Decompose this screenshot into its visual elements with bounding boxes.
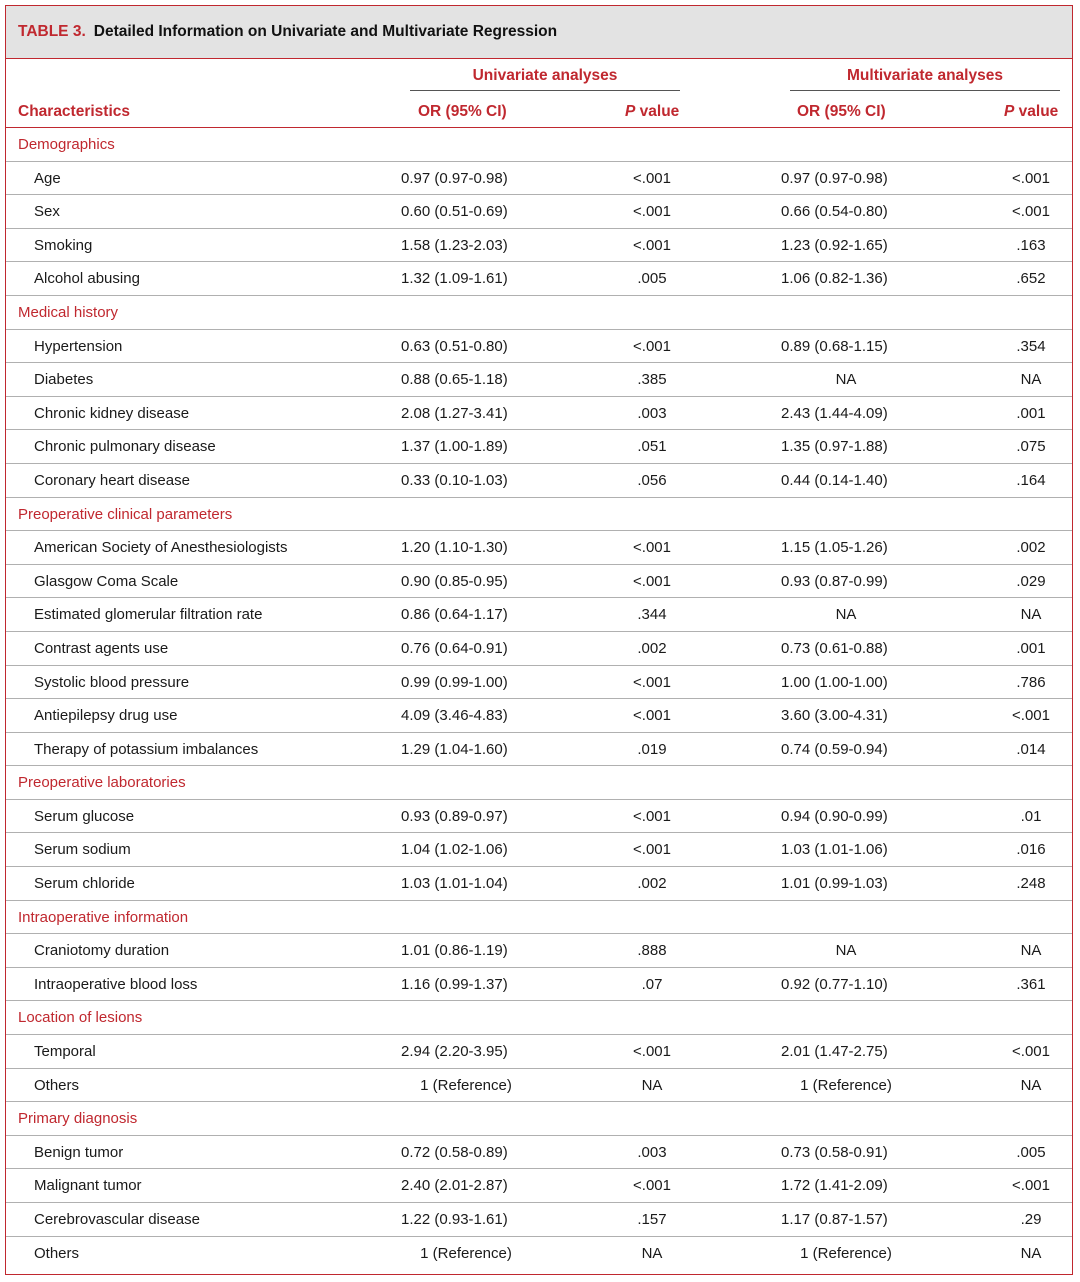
section-label: Demographics	[18, 136, 115, 153]
multivariate-p-cell: <.001	[1012, 1043, 1050, 1061]
univariate-p-cell: <.001	[633, 841, 671, 859]
characteristic-cell: Chronic pulmonary disease	[34, 438, 216, 456]
characteristic-cell: Cerebrovascular disease	[34, 1211, 200, 1228]
univariate-p-cell: <.001	[633, 169, 671, 187]
characteristic-cell: Age	[34, 169, 61, 187]
characteristic-cell: Glasgow Coma Scale	[34, 572, 179, 590]
table-row	[6, 833, 1072, 867]
multivariate-p-cell: <.001	[1012, 169, 1050, 187]
univariate-p-cell: .056	[637, 471, 667, 489]
univariate-p-cell: <.001	[633, 572, 671, 590]
univariate-p-cell: .005	[637, 270, 667, 288]
table-row	[6, 162, 1072, 196]
characteristic-cell: Serum sodium	[34, 841, 131, 859]
univariate-or-cell: 1.03 (1.01-1.04)	[401, 875, 508, 893]
multivariate-p-cell: .01	[1020, 807, 1042, 825]
section-row	[6, 128, 1072, 162]
table-row	[6, 1237, 1072, 1271]
multivariate-p-cell: .029	[1016, 572, 1046, 590]
multivariate-or-cell: 1.35 (0.97-1.88)	[781, 438, 888, 456]
univariate-or-cell: 1.37 (1.00-1.89)	[401, 438, 508, 456]
multivariate-or-cell: 0.74 (0.59-0.94)	[781, 740, 888, 758]
multivariate-or-cell: 1.00 (1.00-1.00)	[781, 673, 888, 691]
univariate-or-cell: 2.40 (2.01-2.87)	[401, 1177, 508, 1195]
multivariate-p-cell: .075	[1016, 438, 1046, 456]
multivariate-p-cell: NA	[1020, 1076, 1042, 1094]
univariate-p-cell: .157	[637, 1211, 667, 1228]
table-row	[6, 867, 1072, 901]
table-row	[6, 195, 1072, 229]
multivariate-or-cell: 1.15 (1.05-1.26)	[781, 539, 888, 557]
characteristic-cell: Serum chloride	[34, 875, 135, 893]
univariate-or-cell: 1.04 (1.02-1.06)	[401, 841, 508, 859]
multivariate-or-cell: 0.94 (0.90-0.99)	[781, 807, 888, 825]
univariate-p-header: P value	[625, 103, 680, 120]
univariate-p-cell: .003	[637, 404, 667, 422]
multivariate-or-cell: 1.06 (0.82-1.36)	[781, 270, 888, 288]
multivariate-p-cell: NA	[1020, 371, 1042, 389]
regression-table	[5, 5, 1073, 1275]
multivariate-p-cell: .29	[1020, 1211, 1042, 1228]
univariate-or-cell: 0.90 (0.85-0.95)	[401, 572, 508, 590]
univariate-or-header: OR (95% CI)	[418, 103, 507, 120]
multivariate-or-cell: 0.44 (0.14-1.40)	[781, 471, 888, 489]
multivariate-p-cell: .354	[1016, 337, 1046, 355]
multivariate-p-cell: .163	[1016, 236, 1046, 254]
univariate-p-cell: .002	[637, 639, 667, 657]
table-row	[6, 363, 1072, 397]
multivariate-p-cell: NA	[1020, 606, 1042, 624]
univariate-or-cell: 1.16 (0.99-1.37)	[401, 975, 508, 993]
section-row	[6, 296, 1072, 330]
univariate-p-cell: <.001	[633, 539, 671, 557]
table-row	[6, 934, 1072, 968]
characteristic-cell: Sex	[34, 203, 60, 221]
characteristic-cell: Intraoperative blood loss	[34, 975, 198, 993]
univariate-or-cell: 0.97 (0.97-0.98)	[401, 169, 508, 187]
table-row	[6, 262, 1072, 296]
univariate-group-header: Univariate analyses	[410, 67, 680, 91]
multivariate-or-cell: 1.01 (0.99-1.03)	[781, 875, 888, 893]
characteristic-cell: Antiepilepsy drug use	[34, 707, 178, 725]
univariate-or-cell: 0.88 (0.65-1.18)	[401, 371, 508, 389]
univariate-p-cell: <.001	[633, 1177, 671, 1195]
multivariate-p-cell: <.001	[1012, 707, 1050, 725]
characteristic-cell: Benign tumor	[34, 1143, 124, 1161]
univariate-or-cell: 0.76 (0.64-0.91)	[401, 639, 508, 657]
multivariate-or-cell: NA	[835, 371, 857, 389]
table-label: TABLE 3.	[18, 23, 86, 40]
univariate-p-cell: .051	[637, 438, 667, 456]
multivariate-group-header: Multivariate analyses	[790, 67, 1060, 91]
univariate-or-cell: 0.63 (0.51-0.80)	[401, 337, 508, 355]
multivariate-or-cell: NA	[835, 606, 857, 624]
table-row	[6, 464, 1072, 498]
characteristic-cell: Contrast agents use	[34, 639, 169, 657]
table-row	[6, 1169, 1072, 1203]
multivariate-p-cell: NA	[1020, 942, 1042, 960]
univariate-p-cell: <.001	[633, 807, 671, 825]
univariate-p-cell: .344	[637, 606, 667, 624]
table-row	[6, 565, 1072, 599]
multivariate-p-cell: <.001	[1012, 203, 1050, 221]
univariate-p-cell: NA	[641, 1076, 663, 1094]
multivariate-or-cell: 1 (Reference)	[800, 1244, 892, 1262]
multivariate-p-cell: NA	[1020, 1244, 1042, 1262]
table-caption	[6, 6, 1072, 59]
multivariate-p-cell: .014	[1016, 740, 1046, 758]
multivariate-p-cell: .652	[1016, 270, 1046, 288]
univariate-or-cell: 0.86 (0.64-1.17)	[401, 606, 508, 624]
univariate-p-cell: .385	[637, 371, 667, 389]
multivariate-or-cell: 0.89 (0.68-1.15)	[781, 337, 888, 355]
univariate-p-cell: <.001	[633, 337, 671, 355]
multivariate-p-cell: <.001	[1012, 1177, 1050, 1195]
table-row	[6, 800, 1072, 834]
table-row	[6, 229, 1072, 263]
characteristic-cell: Coronary heart disease	[34, 471, 190, 489]
univariate-or-cell: 0.60 (0.51-0.69)	[401, 203, 508, 221]
multivariate-p-cell: .361	[1016, 975, 1046, 993]
univariate-p-cell: .888	[637, 942, 667, 960]
multivariate-or-cell: 0.92 (0.77-1.10)	[781, 975, 888, 993]
characteristic-cell: Others	[34, 1244, 80, 1262]
multivariate-or-cell: 0.66 (0.54-0.80)	[781, 203, 888, 221]
table-title: Detailed Information on Univariate and Multivariate Regression	[93, 23, 558, 40]
table-row	[6, 733, 1072, 767]
multivariate-or-cell: 1 (Reference)	[800, 1076, 892, 1094]
univariate-or-cell: 0.99 (0.99-1.00)	[401, 673, 508, 691]
characteristic-cell: Others	[34, 1076, 80, 1094]
univariate-or-cell: 2.08 (1.27-3.41)	[401, 404, 508, 422]
multivariate-p-cell: .002	[1016, 539, 1046, 557]
table-row	[6, 1035, 1072, 1069]
multivariate-or-cell: NA	[835, 942, 857, 960]
multivariate-p-cell: .248	[1016, 875, 1046, 893]
section-label: Location of lesions	[18, 1009, 143, 1027]
multivariate-or-cell: 1.03 (1.01-1.06)	[781, 841, 888, 859]
multivariate-or-cell: 1.17 (0.87-1.57)	[781, 1211, 888, 1228]
multivariate-p-cell: .164	[1016, 471, 1046, 489]
section-label: Preoperative clinical parameters	[18, 505, 233, 523]
section-label: Primary diagnosis	[18, 1110, 138, 1128]
characteristic-cell: Hypertension	[34, 337, 123, 355]
table-row	[6, 531, 1072, 565]
section-row	[6, 1102, 1072, 1136]
characteristic-cell: Estimated glomerular filtration rate	[34, 606, 263, 624]
univariate-p-cell: <.001	[633, 673, 671, 691]
table-row	[6, 598, 1072, 632]
multivariate-p-cell: .016	[1016, 841, 1046, 859]
multivariate-p-header: P value	[1004, 103, 1059, 120]
characteristics-header: Characteristics	[18, 103, 131, 120]
univariate-p-cell: .019	[637, 740, 667, 758]
section-row	[6, 498, 1072, 532]
univariate-p-cell: <.001	[633, 1043, 671, 1061]
table-header	[6, 59, 1072, 128]
univariate-or-cell: 1.58 (1.23-2.03)	[401, 236, 508, 254]
section-label: Medical history	[18, 303, 119, 321]
section-row	[6, 901, 1072, 935]
characteristic-cell: Smoking	[34, 236, 93, 254]
univariate-or-cell: 2.94 (2.20-3.95)	[401, 1043, 508, 1061]
table-row	[6, 397, 1072, 431]
characteristic-cell: Systolic blood pressure	[34, 673, 190, 691]
univariate-or-cell: 1 (Reference)	[420, 1076, 512, 1094]
table-row	[6, 1136, 1072, 1170]
univariate-or-cell: 1 (Reference)	[420, 1244, 512, 1262]
univariate-or-cell: 0.72 (0.58-0.89)	[401, 1143, 508, 1161]
characteristic-cell: Alcohol abusing	[34, 270, 140, 288]
characteristic-cell: Malignant tumor	[34, 1177, 142, 1195]
univariate-p-cell: <.001	[633, 236, 671, 254]
univariate-or-cell: 1.01 (0.86-1.19)	[401, 942, 508, 960]
univariate-p-cell: <.001	[633, 203, 671, 221]
section-row	[6, 766, 1072, 800]
multivariate-or-cell: 0.93 (0.87-0.99)	[781, 572, 888, 590]
section-label: Preoperative laboratories	[18, 774, 186, 792]
univariate-p-cell: .003	[637, 1143, 667, 1161]
univariate-or-cell: 0.33 (0.10-1.03)	[401, 471, 508, 489]
univariate-or-cell: 1.22 (0.93-1.61)	[401, 1211, 508, 1228]
univariate-p-cell: .07	[641, 975, 663, 993]
univariate-p-cell: NA	[641, 1244, 663, 1262]
univariate-or-cell: 1.32 (1.09-1.61)	[401, 270, 508, 288]
multivariate-or-cell: 0.73 (0.58-0.91)	[781, 1143, 888, 1161]
table-row	[6, 330, 1072, 364]
section-label: Intraoperative information	[18, 908, 189, 926]
multivariate-or-cell: 1.72 (1.41-2.09)	[781, 1177, 888, 1195]
table-row	[6, 1069, 1072, 1103]
characteristic-cell: Chronic kidney disease	[34, 404, 190, 422]
multivariate-or-cell: 0.97 (0.97-0.98)	[781, 169, 888, 187]
multivariate-or-cell: 3.60 (3.00-4.31)	[781, 707, 888, 725]
multivariate-or-header: OR (95% CI)	[797, 103, 886, 120]
multivariate-p-cell: .786	[1016, 673, 1046, 691]
table-row	[6, 1203, 1072, 1237]
characteristic-cell: Therapy of potassium imbalances	[34, 740, 259, 758]
characteristic-cell: Craniotomy duration	[34, 942, 170, 960]
characteristic-cell: American Society of Anesthesiologists	[34, 539, 288, 557]
table-body	[6, 128, 1072, 1270]
multivariate-p-cell: .001	[1016, 639, 1046, 657]
univariate-or-cell: 0.93 (0.89-0.97)	[401, 807, 508, 825]
univariate-p-cell: .002	[637, 875, 667, 893]
characteristic-cell: Temporal	[34, 1043, 96, 1061]
univariate-p-cell: <.001	[633, 707, 671, 725]
univariate-or-cell: 4.09 (3.46-4.83)	[401, 707, 508, 725]
characteristic-cell: Serum glucose	[34, 807, 135, 825]
multivariate-p-cell: .001	[1016, 404, 1046, 422]
table-row	[6, 632, 1072, 666]
table-row	[6, 666, 1072, 700]
section-row	[6, 1001, 1072, 1035]
characteristic-cell: Diabetes	[34, 371, 94, 389]
multivariate-p-cell: .005	[1016, 1143, 1046, 1161]
univariate-or-cell: 1.20 (1.10-1.30)	[401, 539, 508, 557]
table-row	[6, 430, 1072, 464]
table-row	[6, 699, 1072, 733]
table-row	[6, 968, 1072, 1002]
multivariate-or-cell: 1.23 (0.92-1.65)	[781, 236, 888, 254]
multivariate-or-cell: 0.73 (0.61-0.88)	[781, 639, 888, 657]
univariate-or-cell: 1.29 (1.04-1.60)	[401, 740, 508, 758]
multivariate-or-cell: 2.01 (1.47-2.75)	[781, 1043, 888, 1061]
multivariate-or-cell: 2.43 (1.44-4.09)	[781, 404, 888, 422]
